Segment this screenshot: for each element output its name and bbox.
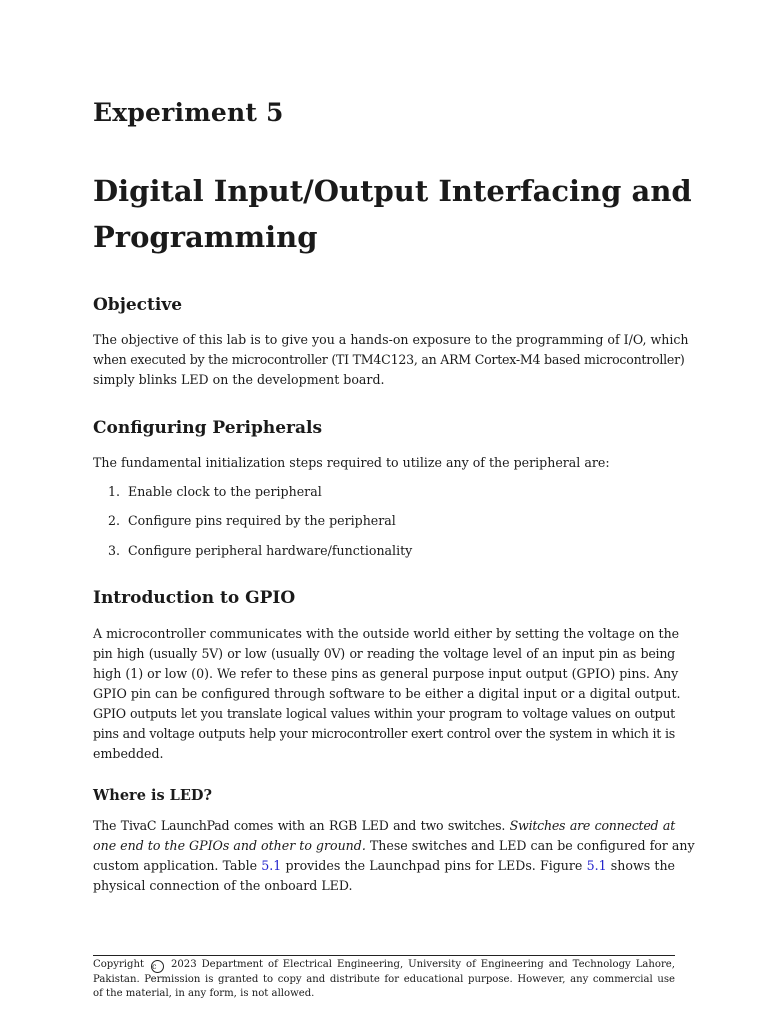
objective-line: when executed by the microcontroller (TI TM4C123, an ARM Cortex-M4 based microcontroller): [93, 352, 685, 367]
led-line: [93, 856, 675, 876]
gpio-line: embedded.: [93, 746, 164, 761]
led-text: custom application. Table: [93, 858, 262, 873]
led-emphasis: one end to the GPIOs and other to ground.: [93, 838, 366, 853]
led-text: shows the: [606, 858, 676, 873]
led-line: [93, 816, 675, 836]
objective-line: simply blinks LED on the development board.: [93, 372, 385, 387]
gpio-heading: Introduction to GPIO: [93, 588, 296, 608]
footer-line: [93, 958, 675, 973]
chapter-title: [93, 168, 693, 260]
list-item-number: 3.: [108, 543, 121, 558]
led-text: provides the Launchpad pins for LEDs. Figure: [281, 858, 587, 873]
objective-heading: Objective: [93, 295, 183, 315]
copyright-icon: c: [151, 960, 164, 973]
chapter-title-line1: Digital Input/Output Interfacing and: [93, 174, 692, 208]
objective-line: The objective of this lab is to give you a hands-on exposure to the programming of I/O, which: [93, 332, 689, 347]
footer-divider: [93, 955, 675, 956]
gpio-line: GPIO pin can be configured through software to be either a digital input or a digital output.: [93, 686, 681, 701]
led-paragraph: [93, 816, 695, 896]
gpio-line: GPIO outputs let you translate logical values within your program to voltage values on output: [93, 706, 675, 721]
configuring-intro-line: The fundamental initialization steps required to utilize any of the peripheral are:: [93, 455, 610, 470]
list-item-text: Configure pins required by the peripheral: [128, 513, 396, 528]
configuring-heading: Configuring Peripherals: [93, 418, 323, 438]
led-text: These switches and LED can be configured for any: [365, 838, 695, 853]
document-page: [93, 0, 695, 1024]
footer-line: Pakistan. Permission is granted to copy and distribute for educational purpose. However, any commercial use: [93, 974, 675, 985]
gpio-line: high (1) or low (0). We refer to these pins as general purpose input output (GPIO) pins. Any: [93, 666, 679, 681]
list-item: [108, 541, 412, 561]
footer-text: 2023 Department of Electrical Engineering, University of Engineering and Technology Lahore,: [170, 959, 675, 970]
led-line: [93, 836, 695, 856]
objective-paragraph: [93, 330, 689, 390]
list-item-text: Configure peripheral hardware/functionality: [128, 543, 413, 558]
gpio-line: pins and voltage outputs help your microcontroller exert control over the system in which it is: [93, 726, 675, 741]
list-item: [108, 511, 396, 531]
list-item-number: 2.: [108, 513, 121, 528]
copyright-word: Copyright: [93, 959, 145, 970]
led-emphasis: Switches are connected at: [509, 818, 676, 833]
figure-reference-link[interactable]: 5.1: [586, 858, 607, 873]
chapter-label: Experiment 5: [93, 98, 284, 127]
copyright-footer: [93, 958, 675, 1000]
gpio-line: A microcontroller communicates with the outside world either by setting the voltage on the: [93, 626, 680, 641]
gpio-paragraph: [93, 624, 681, 764]
footer-line: of the material, in any form, is not allowed.: [93, 987, 315, 999]
list-item-number: 1.: [108, 484, 121, 499]
configuring-intro: [93, 453, 675, 473]
led-line: physical connection of the onboard LED.: [93, 878, 353, 893]
chapter-title-line2: Programming: [93, 220, 318, 254]
gpio-line: pin high (usually 5V) or low (usually 0V) or reading the voltage level of an input pin as being: [93, 646, 675, 661]
list-item: [108, 482, 322, 502]
table-reference-link[interactable]: 5.1: [261, 858, 282, 873]
led-text: The TivaC LaunchPad comes with an RGB LED and two switches.: [93, 818, 510, 833]
list-item-text: Enable clock to the peripheral: [128, 484, 322, 499]
led-heading: Where is LED?: [93, 787, 213, 804]
